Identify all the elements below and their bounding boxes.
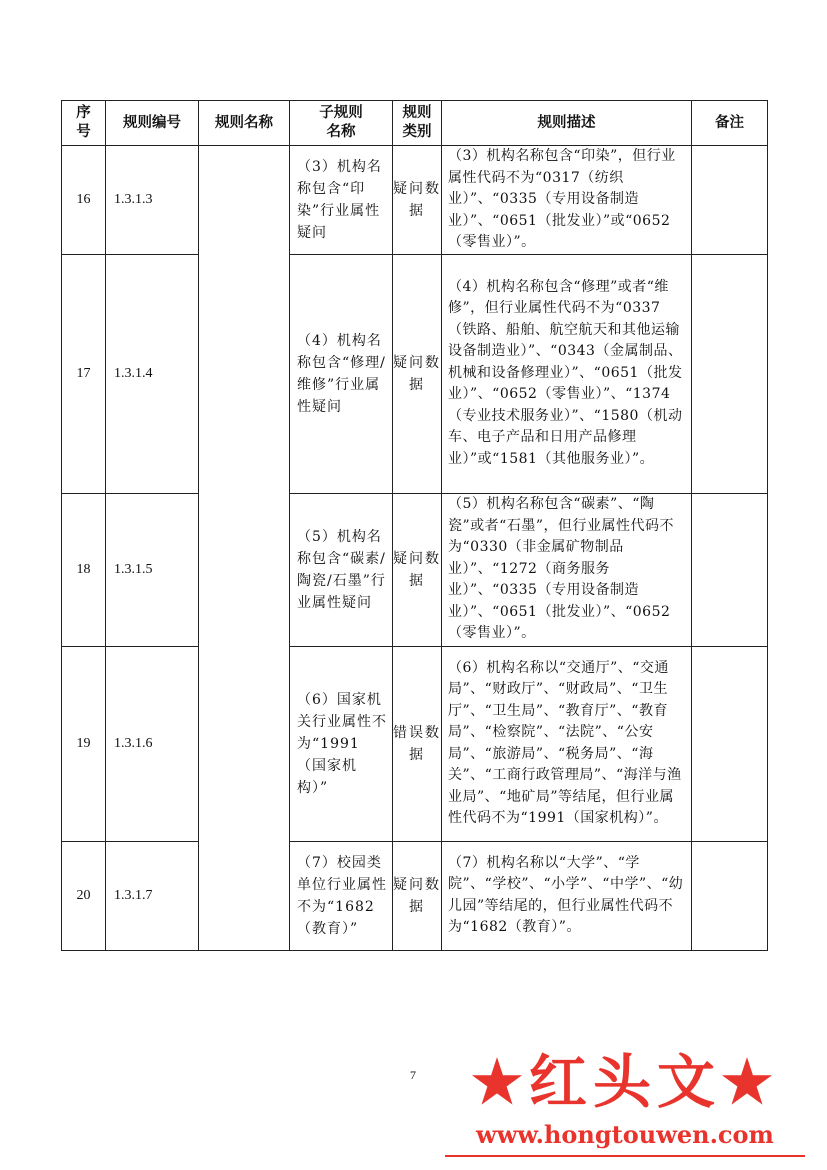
row-sub-rule: （4）机构名称包含“修理/维修”行业属性疑问 — [290, 254, 393, 493]
row-seq: 16 — [62, 146, 106, 255]
header-code: 规则编号 — [106, 101, 199, 146]
row-desc: （7）机构名称以“大学”、“学院”、“学校”、“小学”、“中学”、“幼儿园”等结尾的，但行业属性代码不为“1682（教育）”。 — [442, 841, 692, 950]
row-note — [692, 146, 768, 255]
row-desc: （4）机构名称包含“修理”或者“维修”，但行业属性代码不为“0337（铁路、船舶、航空航天和其他运输设备制造业）”、“0343（金属制品、机械和设备修理业）”、“0651（批发业）”、“0652（零售业）”、“1374（专业技术服务业）”、“1580（机动车、电子产品和日用产品修理业）”或“1581（其他服务业）”。 — [442, 254, 692, 493]
row-code: 1.3.1.7 — [106, 841, 199, 950]
header-sub: 子规则名称 — [290, 101, 393, 146]
row-note — [692, 841, 768, 950]
row-seq: 17 — [62, 254, 106, 493]
watermark-title — [445, 1040, 805, 1124]
row-note — [692, 493, 768, 646]
row-seq: 20 — [62, 841, 106, 950]
watermark-underline — [445, 1155, 805, 1157]
star-icon: ★ — [721, 1048, 779, 1116]
watermark — [445, 1040, 805, 1170]
row-note — [692, 254, 768, 493]
table-row — [62, 841, 768, 950]
header-name: 规则名称 — [199, 101, 290, 146]
row-type: 疑问数据 — [393, 841, 442, 950]
header-seq: 序号 — [62, 101, 106, 146]
table-row — [62, 646, 768, 841]
row-note — [692, 646, 768, 841]
header-type: 规则类别 — [393, 101, 442, 146]
row-code: 1.3.1.5 — [106, 493, 199, 646]
row-type: 疑问数据 — [393, 146, 442, 255]
row-desc: （3）机构名称包含“印染”，但行业属性代码不为“0317（纺织业）”、“0335（专用设备制造业）”、“0651（批发业）”或“0652（零售业）”。 — [442, 146, 692, 255]
row-type: 错误数据 — [393, 646, 442, 841]
row-type: 疑问数据 — [393, 254, 442, 493]
rules-table — [61, 100, 768, 951]
header-desc: 规则描述 — [442, 101, 692, 146]
row-code: 1.3.1.4 — [106, 254, 199, 493]
row-sub-rule: （6）国家机关行业属性不为“1991（国家机构）” — [290, 646, 393, 841]
table-row — [62, 493, 768, 646]
row-seq: 19 — [62, 646, 106, 841]
row-code: 1.3.1.3 — [106, 146, 199, 255]
row-seq: 18 — [62, 493, 106, 646]
table-header-row — [62, 101, 768, 146]
row-desc: （6）机构名称以“交通厅”、“交通局”、“财政厅”、“财政局”、“卫生厅”、“卫生局”、“教育厅”、“教育局”、“检察院”、“法院”、“公安局”、“旅游局”、“税务局”、“海关”、“工商行政管理局”、“海洋与渔业局”、“地矿局”等结尾，但行业属性代码不为“1991（国家机构）”。 — [442, 646, 692, 841]
table-row — [62, 146, 768, 255]
rule-name-cell — [199, 146, 290, 951]
header-note: 备注 — [692, 101, 768, 146]
watermark-text: 红头文 — [528, 1048, 721, 1116]
row-type: 疑问数据 — [393, 493, 442, 646]
page-number: 7 — [410, 1068, 416, 1082]
row-sub-rule: （3）机构名称包含“印染”行业属性疑问 — [290, 146, 393, 255]
row-code: 1.3.1.6 — [106, 646, 199, 841]
table-row — [62, 254, 768, 493]
star-icon: ★ — [470, 1048, 529, 1116]
row-desc: （5）机构名称包含“碳素”、“陶瓷”或者“石墨”，但行业属性代码不为“0330（非金属矿物制品业）”、“1272（商务服务业）”、“0335（专用设备制造业）”、“0651（批发业）”、“0652（零售业）”。 — [442, 493, 692, 646]
row-sub-rule: （7）校园类单位行业属性不为“1682（教育）” — [290, 841, 393, 950]
watermark-url: www.hongtouwen.com — [476, 1120, 774, 1149]
row-sub-rule: （5）机构名称包含“碳素/陶瓷/石墨”行业属性疑问 — [290, 493, 393, 646]
